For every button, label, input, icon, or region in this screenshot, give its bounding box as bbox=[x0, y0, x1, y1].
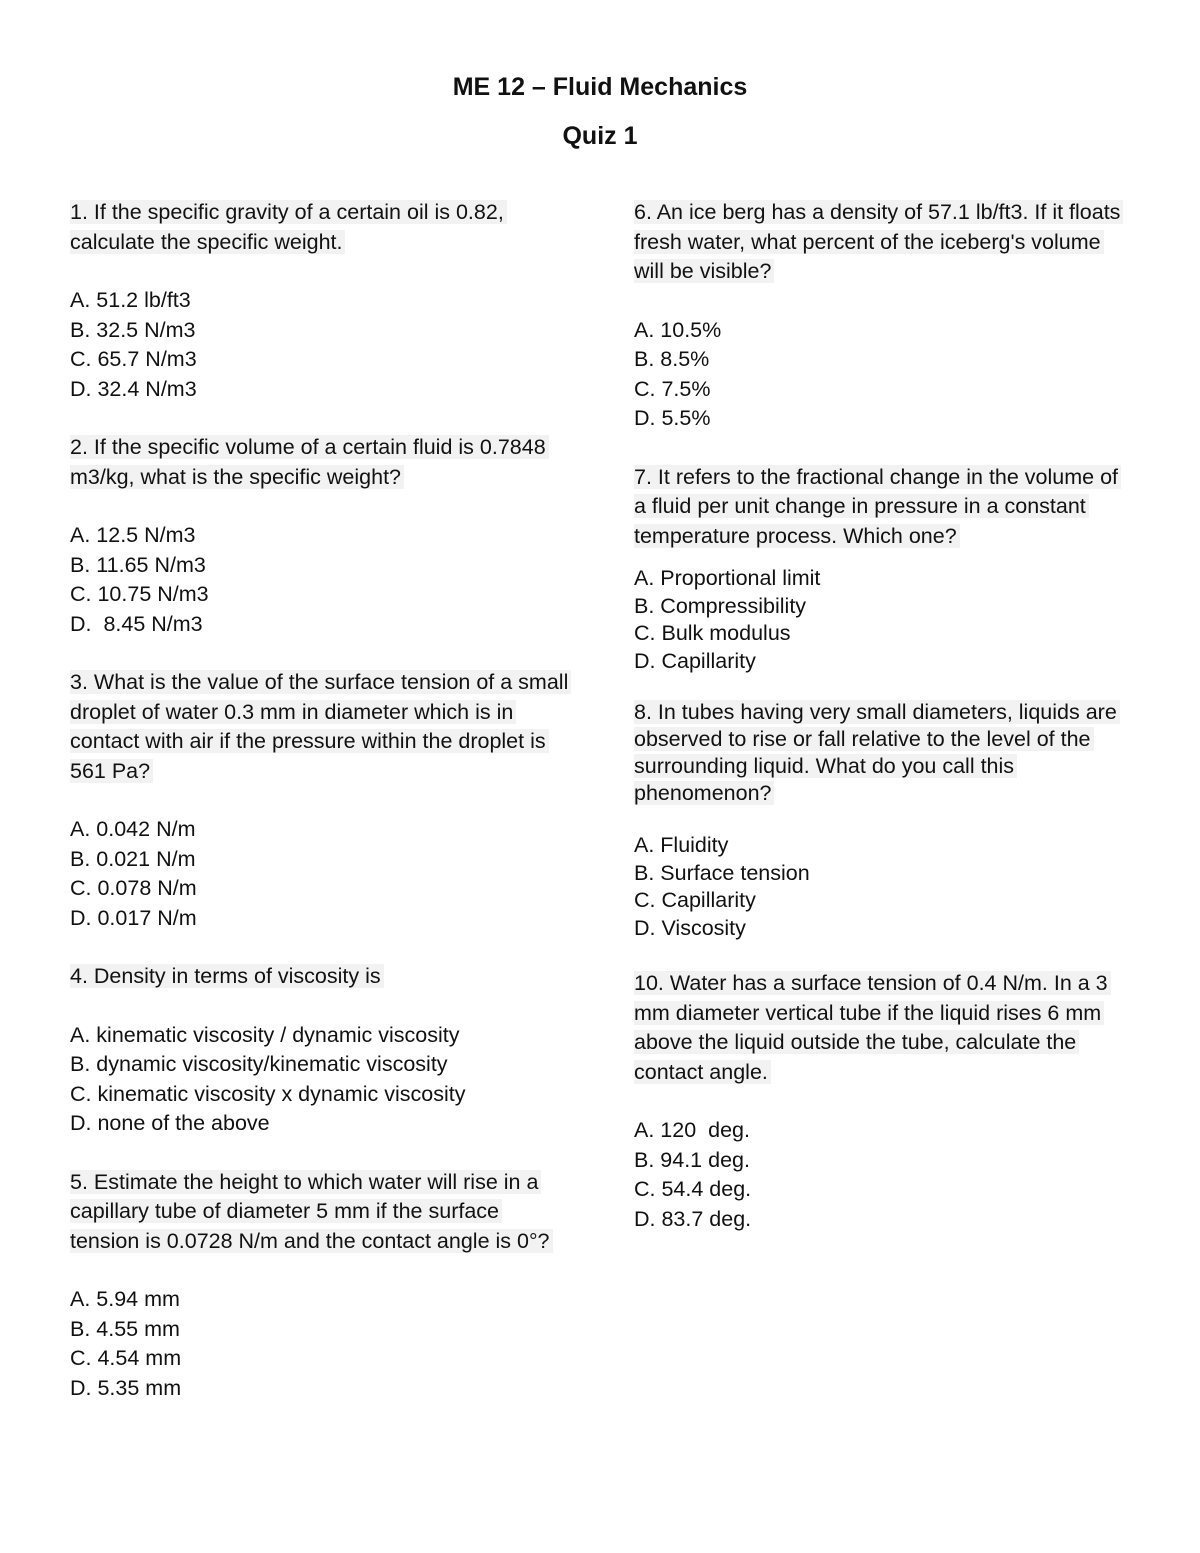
question-1-options bbox=[70, 286, 570, 404]
question-8 bbox=[634, 699, 1134, 942]
question-2 bbox=[70, 433, 570, 639]
question-7-options bbox=[634, 565, 1134, 675]
question-8-option-b[interactable]: B. Surface tension bbox=[634, 860, 810, 885]
question-4-option-a[interactable]: A. kinematic viscosity / dynamic viscosity bbox=[70, 1022, 460, 1047]
question-8-options bbox=[634, 832, 1134, 942]
question-3 bbox=[70, 668, 570, 933]
question-10-options bbox=[634, 1116, 1134, 1234]
question-4-option-c[interactable]: C. kinematic viscosity x dynamic viscosity bbox=[70, 1081, 466, 1106]
question-1-option-c[interactable]: C. 65.7 N/m3 bbox=[70, 347, 197, 371]
question-3-option-b[interactable]: B. 0.021 N/m bbox=[70, 846, 196, 871]
question-1-option-a[interactable]: A. 51.2 lb/ft3 bbox=[70, 288, 191, 312]
question-8-text: 8. In tubes having very small diameters, liquids are observed to rise or fall relative to the level of the surrounding liquid. What do you call this phenomenon? bbox=[634, 700, 1120, 805]
question-3-option-d[interactable]: D. 0.017 N/m bbox=[70, 905, 197, 930]
question-1-option-b[interactable]: B. 32.5 N/m3 bbox=[70, 317, 196, 342]
question-7 bbox=[634, 463, 1134, 676]
question-8-option-d[interactable]: D. Viscosity bbox=[634, 915, 746, 940]
question-2-option-c[interactable]: C. 10.75 N/m3 bbox=[70, 582, 209, 606]
question-10-option-d[interactable]: D. 83.7 deg. bbox=[634, 1206, 752, 1231]
question-10-option-c[interactable]: C. 54.4 deg. bbox=[634, 1177, 752, 1201]
right-question-column bbox=[634, 198, 1134, 1234]
question-5-option-d[interactable]: D. 5.35 mm bbox=[70, 1375, 182, 1400]
question-10-text: 10. Water has a surface tension of 0.4 N/m. In a 3 mm diameter vertical tube if the liquid rises 6 mm above the liquid outside the tube, calculate the contact angle. bbox=[634, 971, 1111, 1084]
question-3-option-c[interactable]: C. 0.078 N/m bbox=[70, 876, 197, 900]
question-5-text: 5. Estimate the height to which water will rise in a capillary tube of diameter 5 mm if the surface tension is 0.0728 N/m and the contact angle is 0°? bbox=[70, 1170, 553, 1253]
question-5-options bbox=[70, 1285, 570, 1403]
question-2-option-b[interactable]: B. 11.65 N/m3 bbox=[70, 552, 206, 577]
question-5-option-c[interactable]: C. 4.54 mm bbox=[70, 1346, 182, 1370]
question-7-option-d[interactable]: D. Capillarity bbox=[634, 648, 756, 673]
question-6-option-d[interactable]: D. 5.5% bbox=[634, 406, 711, 430]
question-2-options bbox=[70, 521, 570, 639]
question-4-option-d[interactable]: D. none of the above bbox=[70, 1111, 270, 1135]
question-10 bbox=[634, 969, 1134, 1234]
question-6 bbox=[634, 198, 1134, 434]
question-2-option-a[interactable]: A. 12.5 N/m3 bbox=[70, 523, 196, 547]
question-8-option-c[interactable]: C. Capillarity bbox=[634, 888, 756, 912]
question-4 bbox=[70, 962, 570, 1139]
question-6-text: 6. An ice berg has a density of 57.1 lb/ft3. If it floats fresh water, what percent of the iceberg's volume will be visible? bbox=[634, 200, 1123, 283]
question-5-option-b[interactable]: B. 4.55 mm bbox=[70, 1316, 180, 1341]
left-question-column bbox=[70, 198, 570, 1403]
question-7-text: 7. It refers to the fractional change in the volume of a fluid per unit change in pressure in a constant temperature process. Which one? bbox=[634, 465, 1121, 548]
question-7-option-a[interactable]: A. Proportional limit bbox=[634, 566, 821, 590]
question-6-option-c[interactable]: C. 7.5% bbox=[634, 376, 711, 401]
question-4-option-b[interactable]: B. dynamic viscosity/kinematic viscosity bbox=[70, 1052, 448, 1076]
question-4-options bbox=[70, 1021, 570, 1139]
question-4-text: 4. Density in terms of viscosity is bbox=[70, 964, 384, 988]
question-1-option-d[interactable]: D. 32.4 N/m3 bbox=[70, 376, 197, 401]
question-5-option-a[interactable]: A. 5.94 mm bbox=[70, 1287, 180, 1311]
quiz-subtitle: Quiz 1 bbox=[562, 122, 638, 150]
question-3-option-a[interactable]: A. 0.042 N/m bbox=[70, 817, 196, 841]
document-title: ME 12 – Fluid Mechanics bbox=[452, 73, 748, 101]
question-5 bbox=[70, 1168, 570, 1404]
question-7-option-c[interactable]: C. Bulk modulus bbox=[634, 621, 791, 645]
question-3-options bbox=[70, 815, 570, 933]
question-10-option-b[interactable]: B. 94.1 deg. bbox=[634, 1147, 750, 1172]
question-6-option-a[interactable]: A. 10.5% bbox=[634, 317, 722, 342]
question-1-text: 1. If the specific gravity of a certain oil is 0.82, calculate the specific weight. bbox=[70, 200, 507, 254]
question-2-text: 2. If the specific volume of a certain fluid is 0.7848 m3/kg, what is the specific weight? bbox=[70, 435, 549, 489]
question-6-options bbox=[634, 316, 1134, 434]
question-7-option-b[interactable]: B. Compressibility bbox=[634, 593, 807, 618]
question-1 bbox=[70, 198, 570, 404]
question-6-option-b[interactable]: B. 8.5% bbox=[634, 347, 710, 371]
question-3-text: 3. What is the value of the surface tension of a small droplet of water 0.3 mm in diameter which is in contact with air if the pressure within the droplet is 561 Pa? bbox=[70, 670, 571, 783]
question-2-option-d[interactable]: D. 8.45 N/m3 bbox=[70, 611, 203, 636]
question-10-option-a[interactable]: A. 120 deg. bbox=[634, 1118, 750, 1142]
question-8-option-a[interactable]: A. Fluidity bbox=[634, 833, 729, 857]
